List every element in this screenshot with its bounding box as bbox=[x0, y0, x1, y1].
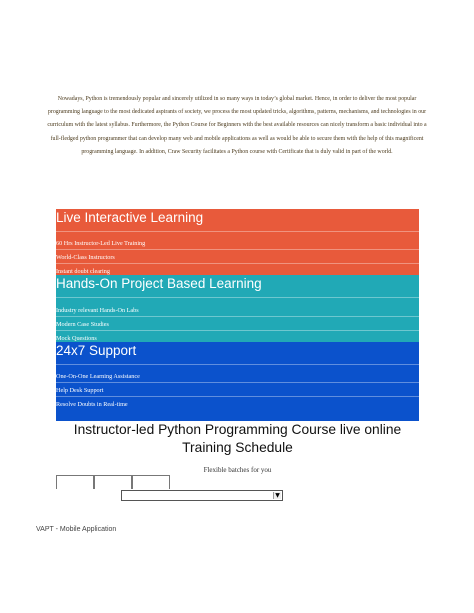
schedule-subtitle: Flexible batches for you bbox=[203, 466, 272, 474]
panel-item: Industry relevant Hands-On Labs bbox=[56, 307, 139, 314]
panel-live-interactive-learning bbox=[56, 209, 419, 275]
divider bbox=[56, 231, 419, 232]
divider bbox=[56, 297, 419, 298]
chevron-down-icon[interactable]: ▼ bbox=[273, 492, 281, 499]
panel-item: Modern Case Studies bbox=[56, 321, 109, 328]
panel-item: Help Desk Support bbox=[56, 387, 104, 394]
page-footer: VAPT - Mobile Application bbox=[36, 526, 117, 533]
batch-tab-2[interactable] bbox=[94, 475, 132, 489]
divider bbox=[56, 263, 419, 264]
panel-24x7-support bbox=[56, 342, 419, 421]
batch-tab-1[interactable] bbox=[56, 475, 94, 489]
panel-item: Mock Questions bbox=[56, 335, 97, 342]
panel-title: 24x7 Support bbox=[56, 343, 137, 358]
divider bbox=[56, 382, 419, 383]
panel-item: World-Class Instructors bbox=[56, 254, 115, 261]
panel-title: Live Interactive Learning bbox=[56, 210, 204, 225]
batch-tab-3[interactable] bbox=[132, 475, 170, 489]
divider bbox=[56, 364, 419, 365]
panel-item: 60 Hrs Instructor-Led Live Training bbox=[56, 240, 146, 247]
divider bbox=[56, 396, 419, 397]
panel-hands-on-project-learning bbox=[56, 275, 419, 342]
divider bbox=[56, 249, 419, 250]
panel-title: Hands-On Project Based Learning bbox=[56, 276, 262, 291]
panel-item: Resolve Doubts in Real-time bbox=[56, 401, 128, 408]
schedule-title: Instructor-led Python Programming Course live online Training Schedule bbox=[73, 422, 402, 455]
divider bbox=[56, 330, 419, 331]
batch-select[interactable] bbox=[121, 490, 283, 501]
panel-item: Instant doubt clearing bbox=[56, 268, 110, 275]
panel-item: One-On-One Learning Assistance bbox=[56, 373, 140, 380]
intro-paragraph: Nowadays, Python is tremendously popular and sincerely utilized in so many ways in today’s global market. Hence, in order to deliver the most popular programming language to the most dedicated aspirants of society, we process the most updated tricks, algorithms, patterns, mechanisms, and technologies in our curriculum with the latest syllabus. Furthermore, the Python Course for Beginners with the best available resources can nicely transform a basic individual into a full-fledged python programmer that can develop many web and mobile applications as well as would be able to secure them with the help of this magnificent programming language. In addition, Craw Security facilitates a Python course with Certificate that is duly valid in part of the world. bbox=[47, 96, 427, 155]
divider bbox=[56, 316, 419, 317]
